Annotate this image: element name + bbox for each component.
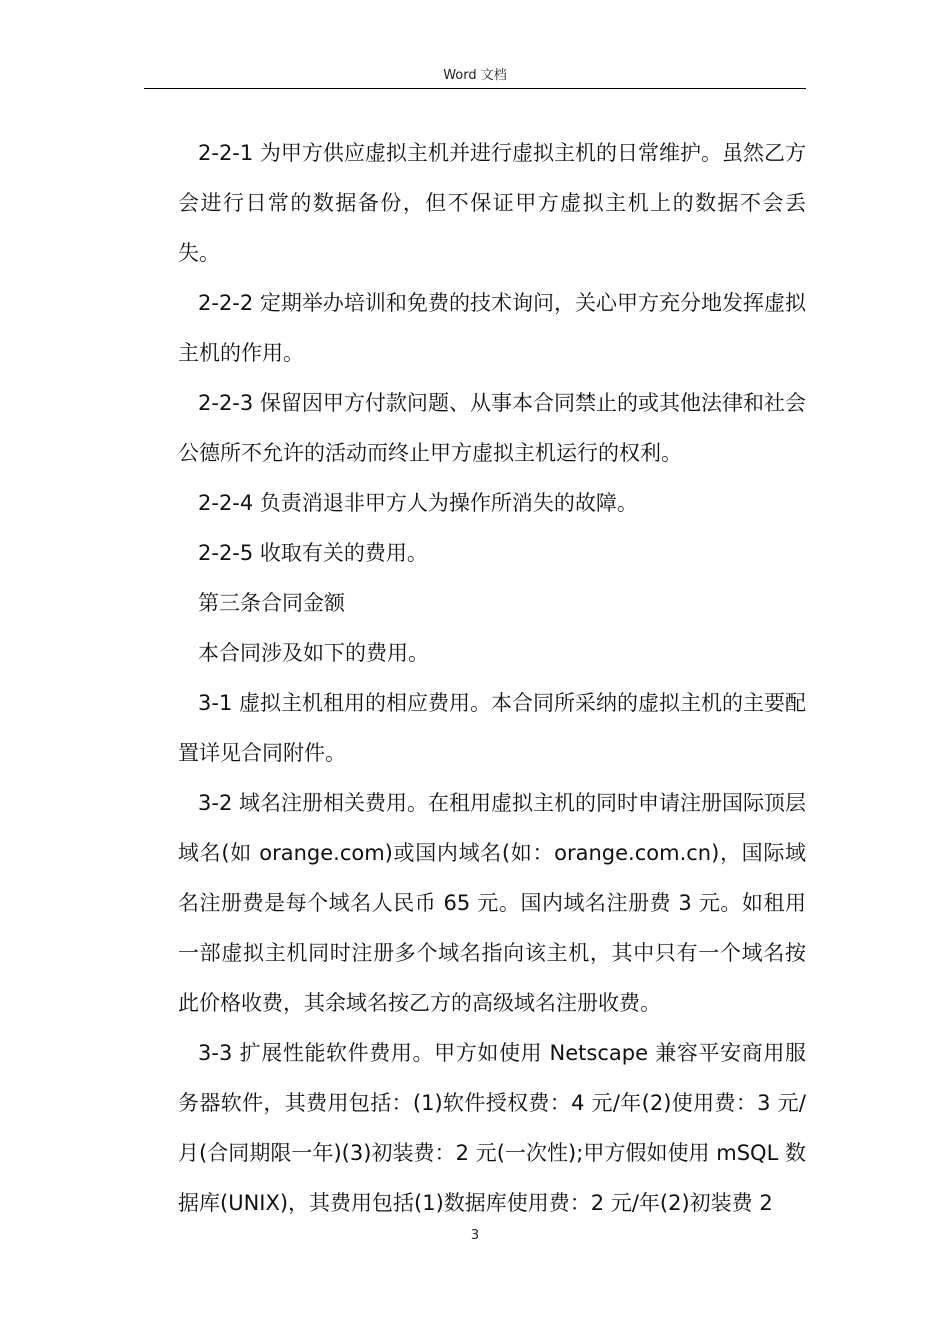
section-heading-article-3: 第三条合同金额 <box>198 591 345 615</box>
paragraph-2-2-4: 2-2-4 负责消退非甲方人为操作所消失的故障。 <box>198 491 638 515</box>
paragraph-3-2: 3-2 域名注册相关费用。在租用虚拟主机的同时申请注册国际顶层域名(如 orange.com)或国内域名(如：orange.com.cn)，国际域名注册费是每个域名人民币 65 元。国内域名注册费 3 元。如租用一部虚拟主机同时注册多个域名指向该主机，其中只有一个域名按此价格收费，其余域名按乙方的高级域名注册收费。 <box>178 791 806 1015</box>
page-header: Word 文档 <box>443 68 507 83</box>
paragraph-3-1: 3-1 虚拟主机租用的相应费用。本合同所采纳的虚拟主机的主要配置详见合同附件。 <box>178 691 806 765</box>
document-body <box>178 128 806 1228</box>
paragraph-2-2-2: 2-2-2 定期举办培训和免费的技术询问，关心甲方充分地发挥虚拟主机的作用。 <box>178 291 806 365</box>
paragraph-3-3: 3-3 扩展性能软件费用。甲方如使用 Netscape 兼容平安商用服务器软件，其费用包括：(1)软件授权费：4 元/年(2)使用费：3 元/月(合同期限一年)(3)初装费：2 元(一次性);甲方假如使用 mSQL 数据库(UNIX)，其费用包括(1)数据库使用费：2 元/年(2)初装费 2 <box>178 1041 806 1215</box>
paragraph-2-2-1: 2-2-1 为甲方供应虚拟主机并进行虚拟主机的日常维护。虽然乙方会进行日常的数据备份，但不保证甲方虚拟主机上的数据不会丢失。 <box>178 141 806 265</box>
paragraph-2-2-3: 2-2-3 保留因甲方付款问题、从事本合同禁止的或其他法律和社会公德所不允许的活动而终止甲方虚拟主机运行的权利。 <box>178 391 806 465</box>
page-number: 3 <box>470 1228 480 1243</box>
header-divider <box>144 88 806 89</box>
paragraph-2-2-5: 2-2-5 收取有关的费用。 <box>198 541 428 565</box>
paragraph-fees-intro: 本合同涉及如下的费用。 <box>198 641 429 665</box>
